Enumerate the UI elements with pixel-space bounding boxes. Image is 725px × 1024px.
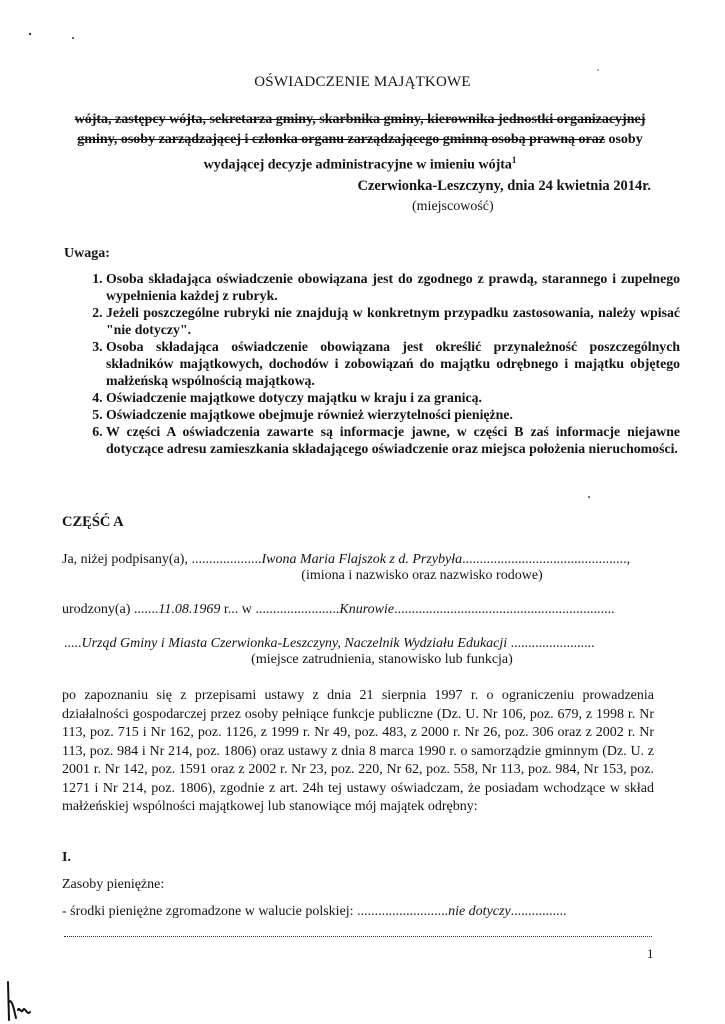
position-heading: [60, 110, 660, 176]
struck-positions: wójta, zastępcy wójta, sekretarza gminy, skarbnika gminy, kierownika jednostki organizacyjnej gminy, osoby zarządzającej i członka organu zarządzającego gminną osobą prawną oraz: [74, 112, 646, 147]
section-i-numeral: I.: [62, 850, 71, 865]
notes-list: [80, 270, 680, 457]
employment-caption: (miejsce zatrudnienia, stanowisko lub funkcja): [251, 652, 513, 667]
pln-funds-line: [62, 904, 567, 920]
born-suffix: ...............................................................: [394, 602, 615, 617]
signer-suffix: ...............................................,: [462, 552, 631, 567]
birth-line: [62, 602, 615, 618]
place-caption: (miejscowość): [412, 199, 494, 214]
signer-caption: (imiona i nazwisko oraz nazwisko rodowe): [301, 568, 543, 583]
pln-suffix: ................: [510, 904, 567, 919]
birth-date: 11.08.1969: [158, 602, 221, 617]
employment-value: Urząd Gminy i Miasta Czerwionka-Leszczyny, Naczelnik Wydziału Edukacji: [81, 636, 508, 651]
note-item: 4. Oświadczenie majątkowe dotyczy majątku w kraju i za granicą.: [106, 389, 680, 406]
note-item: 3. Osoba składająca oświadczenie obowiązana jest określić przynależność poszczególnych składników majątkowych, dochodów i zobowiązań do majątku odrębnego i majątku objętego małżeńską wspólnością majątkową.: [106, 338, 680, 389]
birth-place: Knurowie: [339, 602, 395, 617]
notes-heading: Uwaga:: [64, 246, 110, 261]
dotted-fill-line: [64, 932, 652, 937]
place-date: Czerwionka-Leszczyny, dnia 24 kwietnia 2014r.: [357, 178, 651, 194]
section-i-heading: Zasoby pieniężne:: [62, 877, 165, 892]
born-mid: r... w ........................: [220, 602, 340, 617]
note-item: 5. Oświadczenie majątkowe obejmuje również wierzytelności pieniężne.: [106, 406, 680, 423]
note-item: 6. W części A oświadczenia zawarte są informacje jawne, w części B zaś informacje niejawne dotyczące adresu zamieszkania składającego oświadczenie oraz miejsca położenia nieruchomości.: [106, 423, 680, 457]
legal-paragraph: po zapoznaniu się z przepisami ustawy z dnia 21 sierpnia 1997 r. o ograniczeniu prowadzenia działalności gospodarczej przez osoby pełniące funkcje publiczne (Dz. U. Nr 106, poz. 679, z 1998 r. Nr 113, poz. 715 i Nr 162, poz. 1126, z 1999 r. Nr 49, poz. 483, z 2000 r. Nr 26, poz. 306 oraz z 2002 r. Nr 113, poz. 984 i Nr 214, poz. 1806) oraz ustawy z dnia 8 marca 1990 r. o samorządzie gminnym (Dz. U. z 2001 r. Nr 142, poz. 1591 oraz z 2002 r. Nr 23, poz. 220, Nr 62, poz. 558, Nr 113, poz. 984, Nr 153, poz. 1271 i Nr 214, poz. 1806), zgodnie z art. 24h tej ustawy oświadczam, że posiadam wchodzące w skład małżeńskiej wspólności majątkowej lub stanowiące mój majątek odrębny:: [62, 688, 654, 814]
initials-signature-mark: [4, 980, 38, 1022]
page-number: 1: [647, 946, 654, 961]
document-title: OŚWIADCZENIE MAJĄTKOWE: [254, 74, 471, 90]
signer-prefix: Ja, niżej podpisany(a), ....................: [62, 552, 262, 567]
note-item: 1. Osoba składająca oświadczenie obowiązana jest do zgodnego z prawdą, starannego i zupełnego wypełnienia każdej z rubryk.: [106, 270, 680, 304]
employment-line: [64, 636, 595, 652]
signer-line: [62, 552, 630, 568]
note-item: 2. Jeżeli poszczególne rubryki nie znajdują w konkretnym przypadku zastosowania, należy wpisać "nie dotyczy".: [106, 304, 680, 338]
position-text: osoby wydającej decyzje administracyjne w imieniu wójta: [203, 132, 643, 173]
signer-name: Iwona Maria Flajszok z d. Przybyła: [261, 552, 463, 567]
pln-label: - środki pieniężne zgromadzone w walucie polskiej: ..........................: [62, 904, 449, 919]
born-prefix: urodzony(a) .......: [62, 602, 159, 617]
pln-value: nie dotyczy: [448, 904, 511, 919]
employment-suffix: ........................: [507, 636, 595, 651]
employment-prefix: .....: [64, 636, 82, 651]
part-a-heading: CZĘŚĆ A: [62, 514, 124, 530]
footnote-marker: 1: [511, 155, 517, 165]
